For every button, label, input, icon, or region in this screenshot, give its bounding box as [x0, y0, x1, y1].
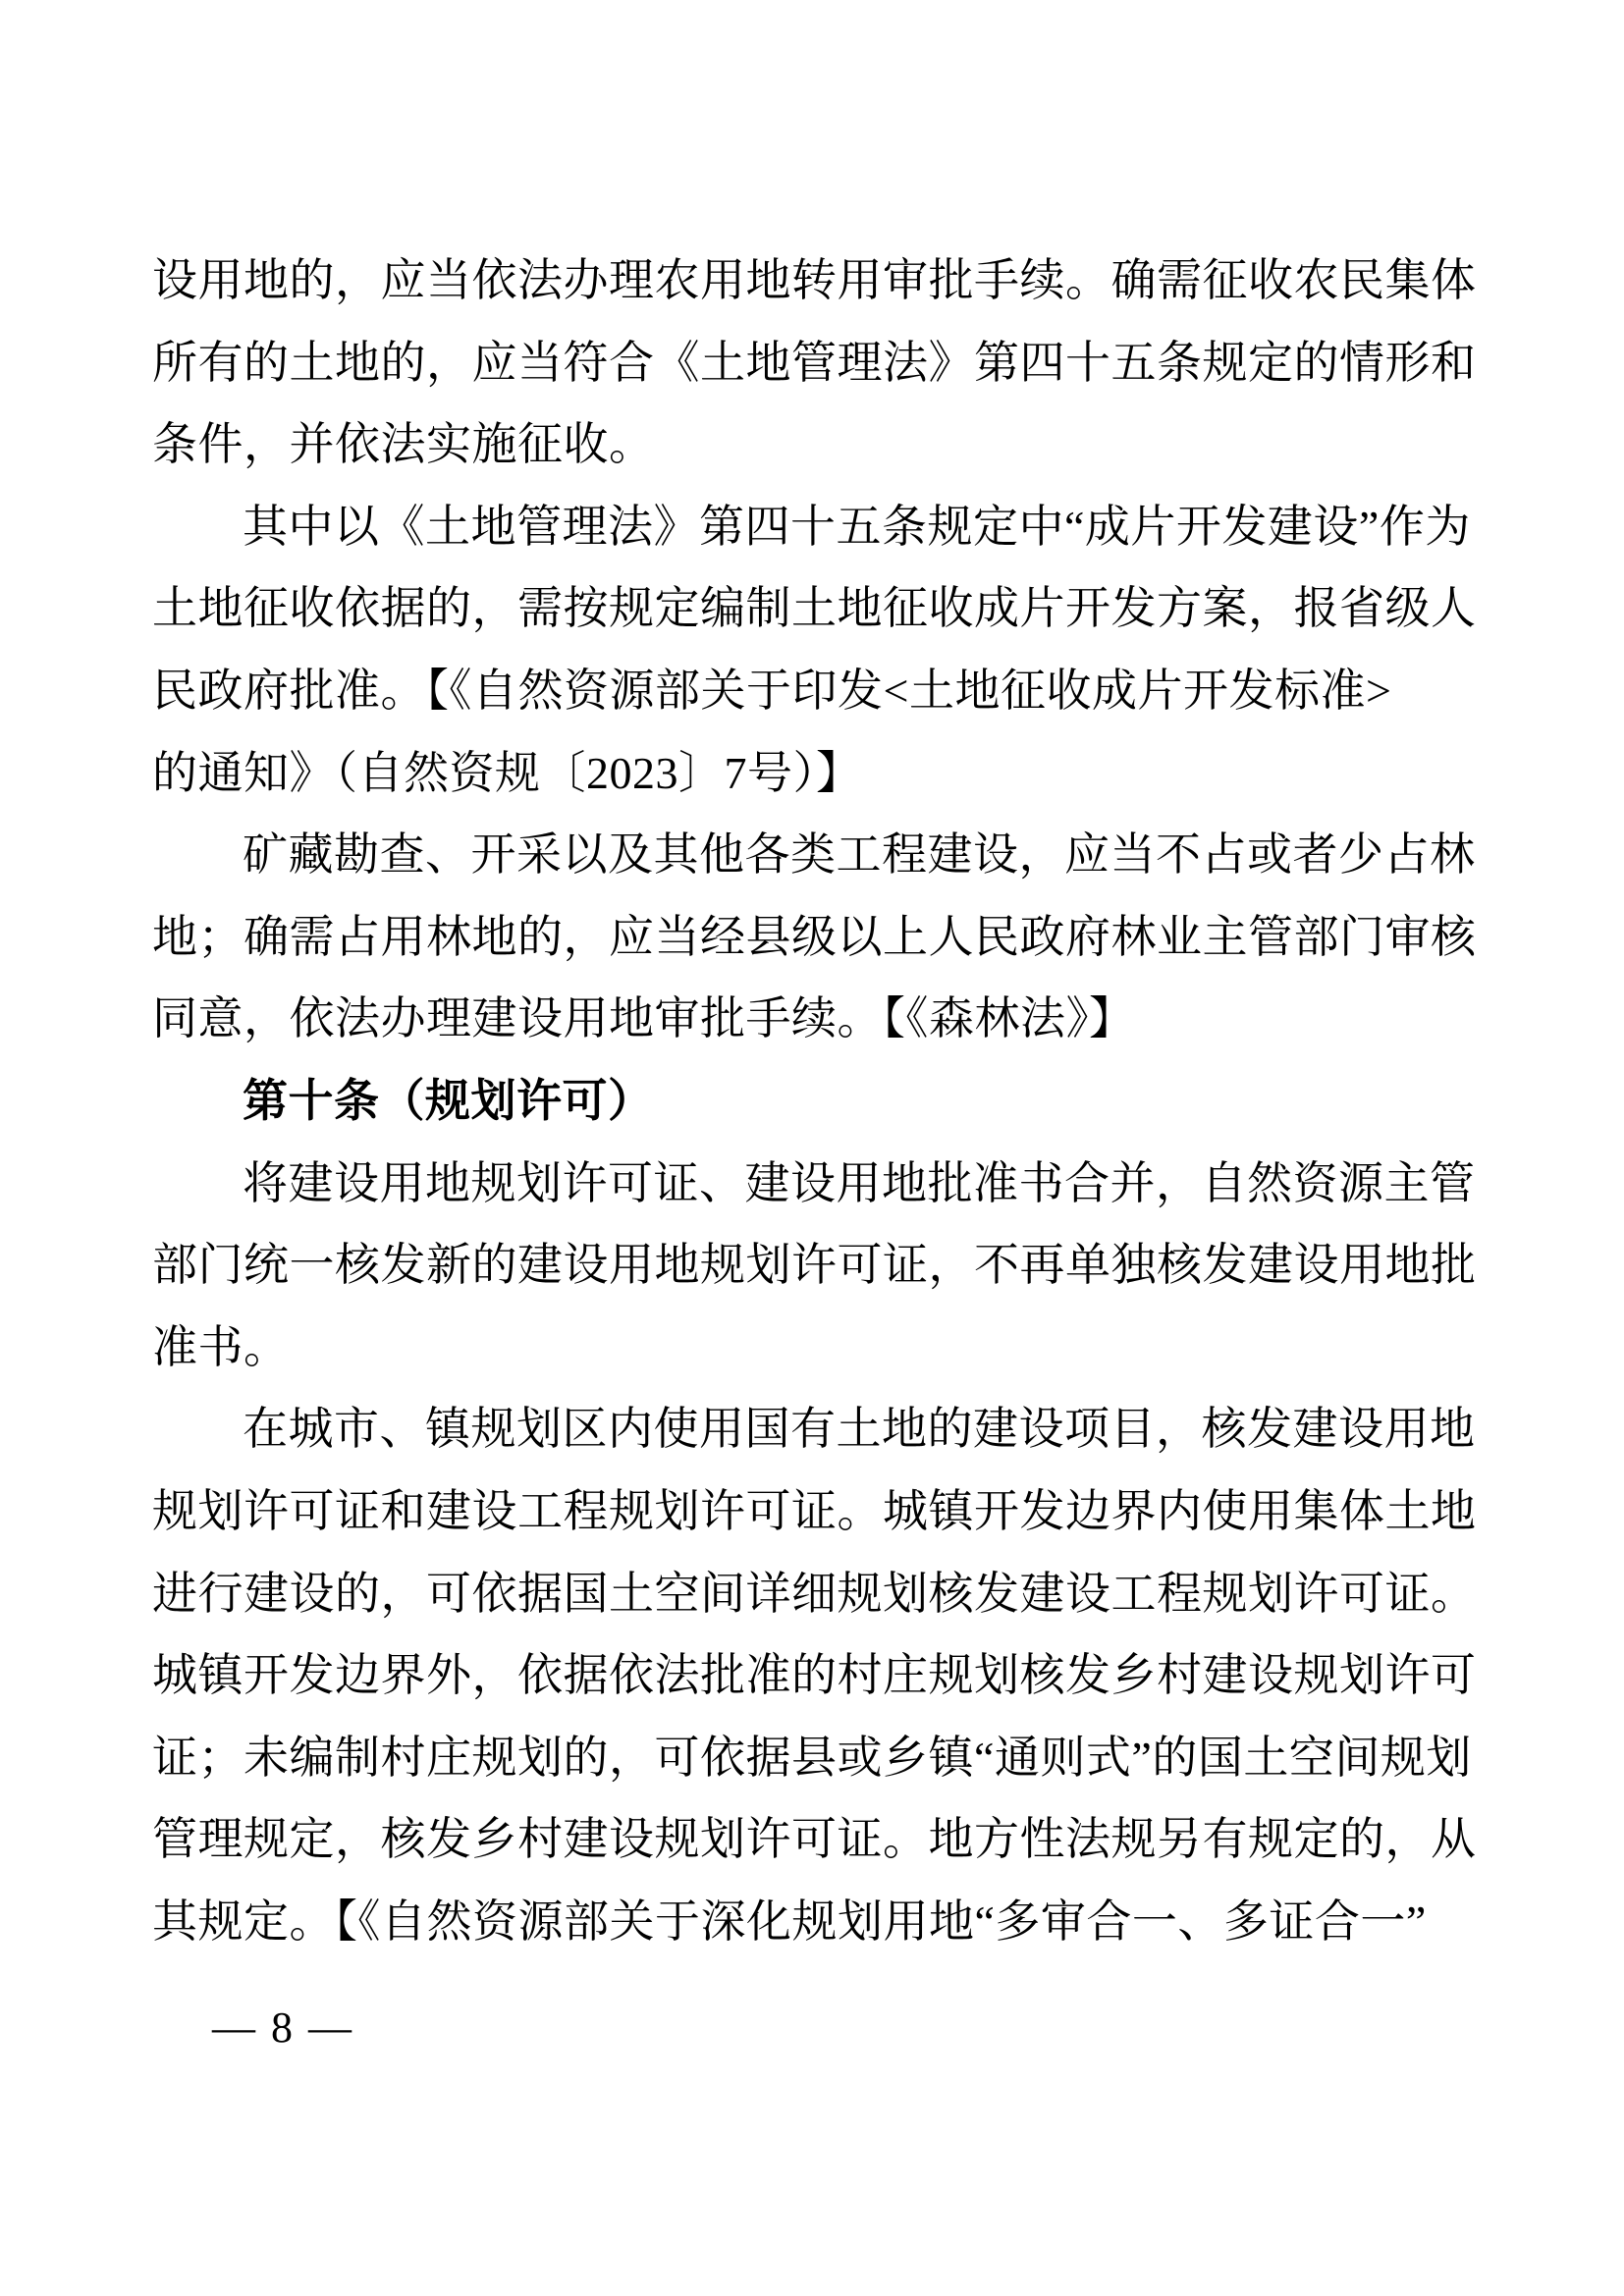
- text-line: 土地征收依据的，需按规定编制土地征收成片开发方案，报省级人: [152, 583, 1477, 634]
- text-line: 民政府批准。【《自然资源部关于印发<土地征收成片开发标准>: [152, 665, 1392, 716]
- text-line: 所有的土地的，应当符合《土地管理法》第四十五条规定的情形和: [152, 337, 1477, 388]
- article-heading: 第十条（规划许可）: [243, 1074, 654, 1126]
- text-line: 将建设用地规划许可证、建设用地批准书合并，自然资源主管: [243, 1157, 1476, 1208]
- text-line: 准书。: [152, 1321, 290, 1372]
- text-line: 规划许可证和建设工程规划许可证。城镇开发边界内使用集体土地: [152, 1485, 1477, 1536]
- text-line: 城镇开发边界外，依据依法批准的村庄规划核发乡村建设规划许可: [152, 1650, 1477, 1701]
- page-number: 8: [271, 2003, 293, 2052]
- footer-dash-right: —: [308, 2003, 352, 2052]
- text-line: 管理规定，核发乡村建设规划许可证。地方性法规另有规定的，从: [152, 1814, 1477, 1865]
- text-line: 其规定。【《自然资源部关于深化规划用地“多审合一、多证合一”: [152, 1896, 1427, 1947]
- text-line: 设用地的，应当依法办理农用地转用审批手续。确需征收农民集体: [152, 255, 1477, 305]
- text-line: 矿藏勘查、开采以及其他各类工程建设，应当不占或者少占林: [243, 829, 1476, 881]
- text-line: 地；确需占用林地的，应当经县级以上人民政府林业主管部门审核: [152, 911, 1477, 962]
- page-footer: [212, 2001, 352, 2056]
- text-line: 在城市、镇规划区内使用国有土地的建设项目，核发建设用地: [243, 1404, 1476, 1455]
- text-line: 的通知》（自然资规〔2023〕7号）】: [152, 747, 862, 798]
- text-line: 证；未编制村庄规划的，可依据县或乡镇“通则式”的国土空间规划: [152, 1732, 1472, 1783]
- text-line: 同意，依法办理建设用地审批手续。【《森林法》】: [152, 993, 1135, 1044]
- text-line: 部门统一核发新的建设用地规划许可证，不再单独核发建设用地批: [152, 1240, 1477, 1291]
- text-line: 其中以《土地管理法》第四十五条规定中“成片开发建设”作为: [243, 501, 1471, 552]
- footer-dash-left: —: [212, 2003, 255, 2052]
- document-body: [152, 240, 1477, 1962]
- text-line: 进行建设的，可依据国土空间详细规划核发建设工程规划许可证。: [152, 1568, 1477, 1619]
- text-line: 条件，并依法实施征收。: [152, 419, 655, 470]
